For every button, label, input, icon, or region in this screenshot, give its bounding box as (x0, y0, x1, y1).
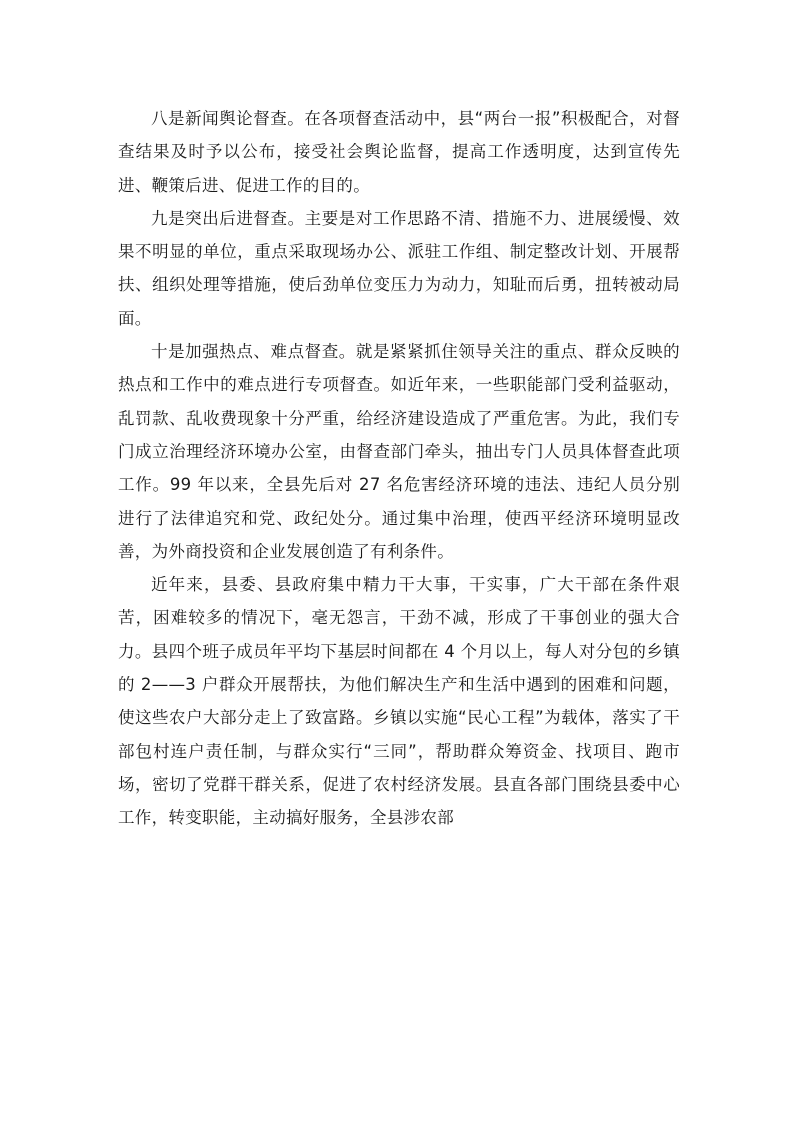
document-body (118, 102, 680, 835)
paragraph-news-supervision: 八是新闻舆论督查。在各项督查活动中，县“两台一报”积极配合，对督查结果及时予以公布，接受社会舆论监督，提高工作透明度，达到宣传先进、鞭策后进、促进工作的目的。 (118, 109, 680, 195)
paragraph-hotspot-supervision: 十是加强热点、难点督查。就是紧紧抓住领导关注的重点、群众反映的热点和工作中的难点进行专项督查。如近年来，一些职能部门受利益驱动，乱罚款、乱收费现象十分严重，给经济建设造成了严重危害。为此，我们专门成立治理经济环境办公室，由督查部门牵头，抽出专门人员具体督查此项工作。99 年以来，全县先后对 27 名危害经济环境的违法、违纪人员分别进行了法律追究和党、政纪处分。通过集中治理，使西平经济环境明显改善，为外商投资和企业发展创造了有利条件。 (118, 342, 680, 561)
paragraph-lagging-supervision: 九是突出后进督查。主要是对工作思路不清、措施不力、进展缓慢、效果不明显的单位，重点采取现场办公、派驻工作组、制定整改计划、开展帮扶、组织处理等措施，使后劲单位变压力为动力，知耻而后勇，扭转被动局面。 (118, 208, 680, 328)
paragraph-recent-years: 近年来，县委、县政府集中精力干大事，干实事，广大干部在条件艰苦，困难较多的情况下，毫无怨言，干劲不减，形成了干事创业的强大合力。县四个班子成员年平均下基层时间都在 4 个月以上，每人对分包的乡镇的 2——3 户群众开展帮扶，为他们解决生产和生活中遇到的困难和问题，使这些农户大部分走上了致富路。乡镇以实施“民心工程”为载体，落实了干部包村连户责任制，与群众实行“三同”，帮助群众筹资金、找项目、跑市场，密切了党群干群关系，促进了农村经济发展。县直各部门围绕县委中心工作，转变职能，主动搞好服务，全县涉农部 (118, 575, 680, 828)
